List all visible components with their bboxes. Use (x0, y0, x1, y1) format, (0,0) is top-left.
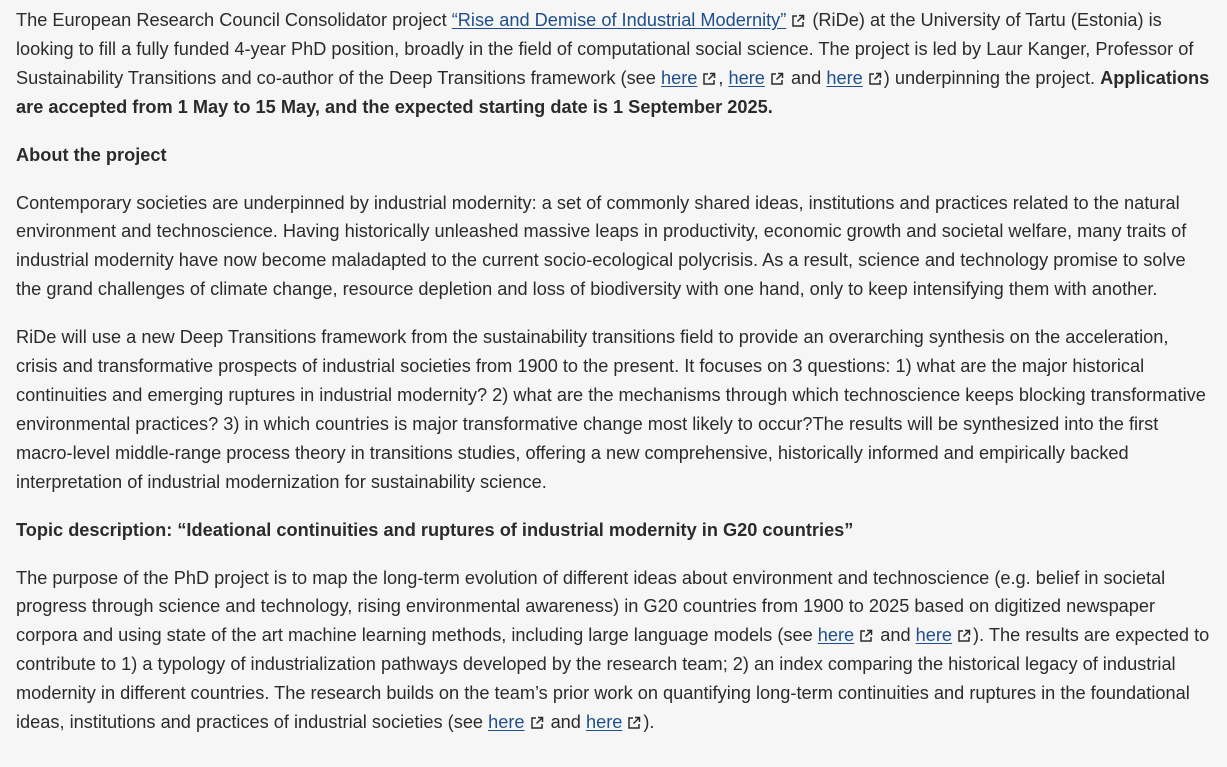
external-link-icon (957, 629, 971, 643)
application-dates: Applications are accepted from 1 May to 15 May, and the expected starting date is 1 September 2025. (16, 67, 1210, 117)
intro-paragraph: The European Research Council Consolidator project “Rise and Demise of Industrial Modernity” (RiDe) at the University of Tartu (Estonia) is looking to fill a fully funded 4-year PhD position, broadly in the field of computational social science. The project is led by Laur Kanger, Professor of Sustainability Transitions and co-author of the Deep Transitions framework (see here , here and here ) underpinning the project. Applications are accepted from 1 May to 15 May, and the expected starting date is 1 September 2025. (16, 10, 1210, 117)
about-paragraph-2: RiDe will use a new Deep Transitions framework from the sustainability transitions field to provide an overarching synthesis on the acceleration, crisis and transformative prospects of industrial societies from 1900 to the present. It focuses on 3 questions: 1) what are the major historical continuities and emerging ruptures in industrial modernity? 2) what are the mechanisms through which technoscience keeps blocking transformative environmental practices? 3) in which countries is major transformative change most likely to occur?The results will be synthesized into the first macro-level middle-range process theory in transitions studies, offering a new comprehensive, historically informed and empirically backed interpretation of industrial modernization for sustainability science. (16, 327, 1206, 492)
here-link[interactable]: here (915, 625, 953, 646)
external-link-icon (530, 716, 544, 730)
external-link-icon (770, 72, 784, 86)
here-link[interactable]: here (660, 67, 698, 88)
external-link-icon (868, 72, 882, 86)
here-link[interactable]: here (488, 712, 525, 733)
here-link[interactable]: here (585, 712, 623, 733)
external-link-icon (859, 629, 873, 643)
topic-paragraph: The purpose of the PhD project is to map the long-term evolution of different ideas about environment and technoscience (e.g. belief in societal progress through science and technology, rising environmental awareness) in G20 countries from 1900 to 2025 based on digitized newspaper corpora and using state of the art machine learning methods, including large language models (see here and here ). The results are expected to contribute to 1) a typology of industrialization pathways developed by the research team; 2) an index comparing the historical legacy of industrial modernity in different countries. The research builds on the team’s prior work on quantifying long-term continuities and ruptures in the foundational ideas, institutions and practices of industrial societies (see here and here ). (16, 567, 1210, 733)
here-link[interactable]: here (826, 67, 863, 88)
project-link[interactable]: “Rise and Demise of Industrial Modernity” (451, 10, 787, 30)
external-link-icon (627, 716, 641, 730)
external-link-icon (791, 14, 805, 28)
topic-heading: Topic description: “Ideational continuities and ruptures of industrial modernity in G20 countries” (16, 519, 854, 540)
external-link-icon (702, 72, 716, 86)
here-link[interactable]: here (728, 67, 765, 88)
about-paragraph-1: Contemporary societies are underpinned by industrial modernity: a set of commonly shared ideas, institutions and practices related to the natural environment and technoscience. Having historically unleashed massive leaps in productivity, economic growth and societal welfare, many traits of industrial modernity have now become maladapted to the current socio-ecological polycrisis. As a result, science and technology promise to solve the grand challenges of climate change, resource depletion and loss of biodiversity with one hand, only to keep intensifying them with another. (16, 192, 1187, 300)
here-link[interactable]: here (817, 625, 855, 646)
about-heading: About the project (16, 144, 167, 165)
